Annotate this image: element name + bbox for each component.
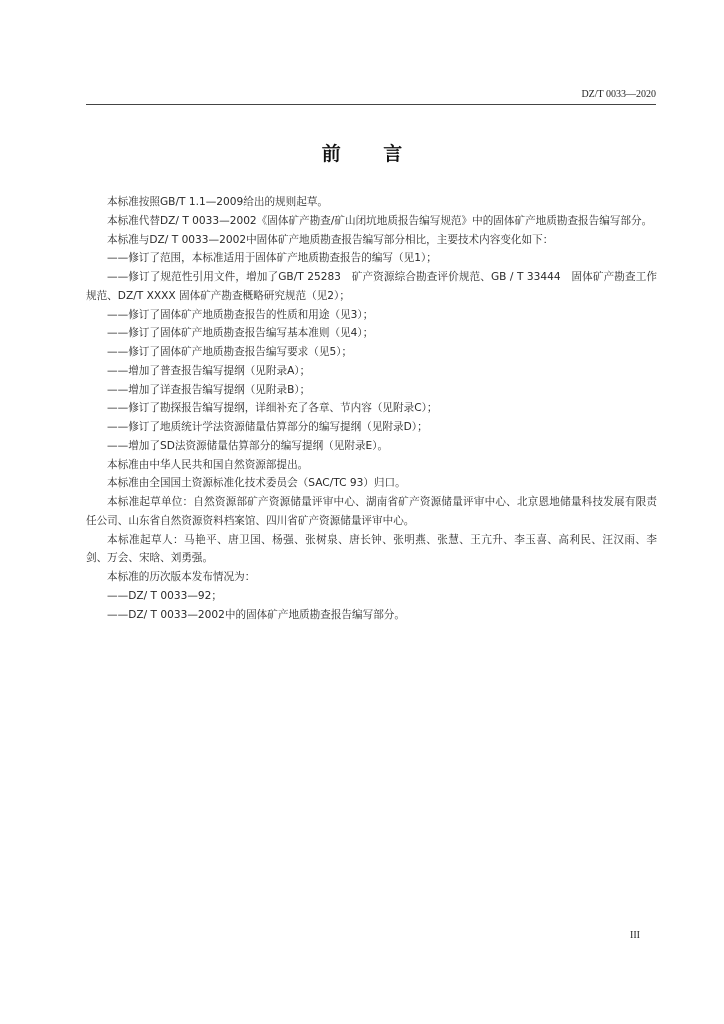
header-rule: [86, 104, 656, 105]
paragraph: 本标准的历次版本发布情况为：: [107, 571, 256, 583]
drafters: 本标准起草人：马艳平、唐卫国、杨强、张树泉、唐长钟、张明燕、张慧、王亢升、李玉喜、高利民、汪汉雨、李剑、万会、宋晗、刘勇强。: [86, 533, 657, 565]
change-item: ——修订了规范性引用文件，增加了GB/T 25283 矿产资源综合勘查评价规范、GB / T 33444 固体矿产勘查工作规范、DZ/T XXXX 固体矿产勘查概略研究规范（见2）；: [86, 271, 657, 302]
paragraph: 本标准与DZ/ T 0033—2002中固体矿产地质勘查报告编写部分相比，主要技术内容变化如下：: [107, 233, 554, 246]
drafting-units: 本标准起草单位：自然资源部矿产资源储量评审中心、湖南省矿产资源储量评审中心、北京恩地储量科技发展有限责任公司、山东省自然资源资料档案馆、四川省矿产资源储量评审中心。: [86, 496, 657, 527]
version-item: ——DZ/ T 0033—2002中的固体矿产地质勘查报告编写部分。: [107, 608, 405, 621]
page-number: III: [630, 930, 640, 941]
paragraph: 本标准由中华人民共和国自然资源部提出。: [107, 458, 309, 471]
change-item: ——增加了SD法资源储量估算部分的编写提纲（见附录E）。: [107, 439, 389, 452]
version-item: ——DZ/ T 0033—92；: [107, 589, 223, 602]
change-item: ——修订了地质统计学法资源储量估算部分的编写提纲（见附录D）；: [107, 421, 428, 433]
change-item: ——修订了固体矿产地质勘查报告编写要求（见5）；: [107, 346, 353, 358]
change-item: ——修订了固体矿产地质勘查报告编写基本准则（见4）；: [107, 327, 374, 340]
change-item: ——修订了固体矿产地质勘查报告的性质和用途（见3）；: [107, 308, 374, 321]
paragraph: 本标准由全国国土资源标准化技术委员会（SAC/TC 93）归口。: [107, 477, 406, 490]
change-item: ——增加了详查报告编写提纲（见附录B）；: [107, 383, 311, 396]
paragraph: 本标准代替DZ/ T 0033—2002《固体矿产勘查/矿山闭坑地质报告编写规范》中的固体矿产地质勘查报告编写部分。: [107, 214, 653, 227]
change-item: ——增加了普查报告编写提纲（见附录A）；: [107, 364, 311, 377]
paragraph: 本标准按照GB/T 1.1—2009给出的规则起草。: [107, 196, 329, 208]
foreword-body: [86, 193, 657, 624]
change-item: ——修订了范围，本标准适用于固体矿产地质勘查报告的编写（见1）；: [107, 252, 437, 265]
change-item: ——修订了勘探报告编写提纲，详细补充了各章、节内容（见附录C）；: [107, 402, 438, 415]
standard-code: DZ/T 0033—2020: [581, 89, 656, 100]
page-title: 前 言: [321, 143, 421, 165]
